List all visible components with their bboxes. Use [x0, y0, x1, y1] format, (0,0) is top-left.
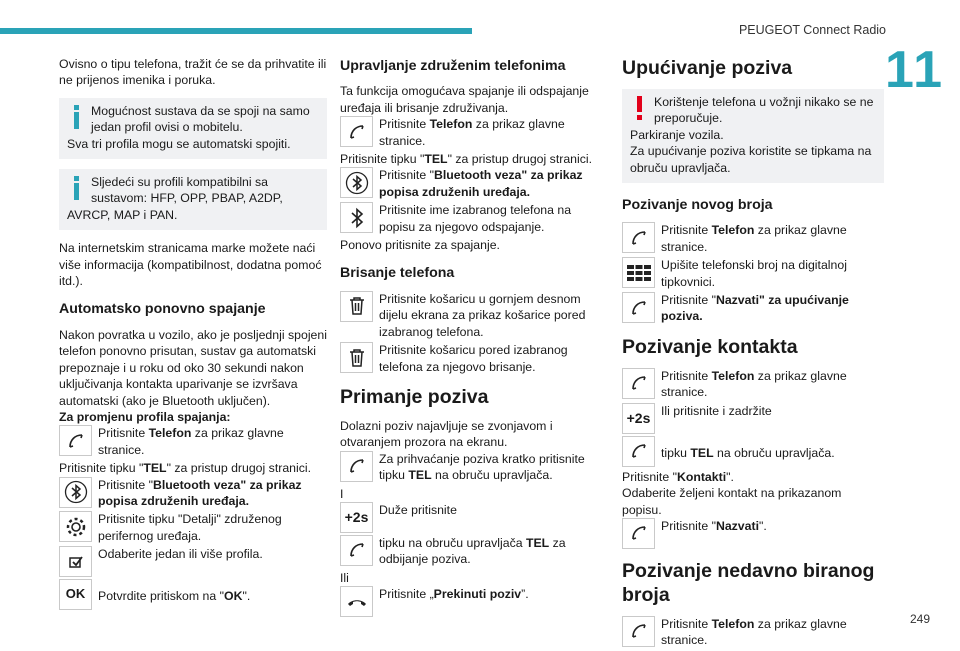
column-middle [340, 56, 602, 619]
gear-icon[interactable] [59, 511, 92, 542]
step: Upišite telefonski broj na digitalnoj tipkovnici. [622, 257, 884, 290]
phone-icon[interactable] [622, 616, 655, 647]
tel-instruction: Pritisnite tipku "TEL" za pristup drugoj stranici. [59, 461, 312, 476]
phone-icon[interactable] [340, 451, 373, 482]
note-text: Sva tri profila mogu se automatski spojiti. [67, 136, 291, 151]
section-heading: Upućivanje poziva [622, 57, 793, 79]
contacts-instruction: Pritisnite "Kontakti". [622, 469, 734, 484]
trash-icon[interactable] [340, 342, 373, 373]
step: Za prihvaćanje poziva kratko pritisnite tipku TEL na obruču upravljača. [340, 451, 602, 484]
step: Odaberite jedan ili više profila. [59, 546, 327, 577]
step: +2s Duže pritisnite [340, 502, 602, 533]
step: Pritisnite "Bluetooth veza" za prikaz popisa združenih uređaja. [59, 477, 327, 510]
phone-icon[interactable] [622, 368, 655, 399]
select-contact-text: Odaberite željeni kontakt na prikazanom popisu. [622, 486, 842, 517]
warning-text: Korištenje telefona u vožnji nikako se ne preporučuje. [654, 95, 874, 126]
manage-text: Ta funkcija omogućava spajanje ili odspajanje uređaja ili brisanje združivanja. [340, 84, 589, 115]
note-text: Sljedeći su profili kompatibilni sa sustavom: HFP, OPP, PBAP, A2DP, [91, 175, 283, 206]
column-right [622, 56, 884, 651]
long-press-icon[interactable]: +2s [622, 403, 655, 434]
step: Pritisnite „Prekinuti poziv”. [340, 586, 602, 617]
page-number: 249 [909, 612, 930, 626]
bluetooth-icon[interactable] [340, 167, 373, 198]
or-text: Ili [340, 570, 349, 585]
column-left [59, 56, 327, 612]
step: Pritisnite "Bluetooth veza" za prikaz popisa združenih uređaja. [340, 167, 602, 200]
warning-note [622, 89, 884, 183]
section-heading: Primanje poziva [340, 385, 489, 408]
web-info-text: Na internetskim stranicama marke možete naći više informacija (kompatibilnost, dodatna pomoć itd.). [59, 241, 322, 289]
section-heading: Pozivanje nedavno biranog broja [622, 559, 875, 606]
info-note [59, 169, 327, 230]
section-heading: Automatsko ponovno spajanje [59, 301, 266, 318]
step: Pritisnite Telefon za prikaz glavne stranice. [340, 116, 602, 149]
step: Pritisnite ime izabranog telefona na popisu za njegovo odspajanje. [340, 202, 602, 235]
auto-text: Nakon povratka u vozilo, ako je posljednji spojeni telefon ponovno prisutan, sustav ga automatski prepoznaje i u roku od oko 30 sekundi nakon uključivanja kontakta uparivanje se izvršava automatski (ako je Bluetooth uključen). [59, 327, 327, 408]
phone-icon[interactable] [622, 436, 655, 467]
warning-text: Za upućivanje poziva koristite se tipkama na obruču upravljača. [630, 144, 872, 175]
step: Pritisnite tipku "Detalji" združenog perifernog uređaja. [59, 511, 327, 544]
step: Pritisnite Telefon za prikaz glavne stranice. [622, 368, 884, 401]
checkbox-icon[interactable] [59, 546, 92, 577]
step: Pritisnite Telefon za prikaz glavne stranice. [59, 425, 327, 458]
phone-icon[interactable] [59, 425, 92, 456]
step: Pritisnite košaricu pored izabranog telefona za njegovo brisanje. [340, 342, 602, 375]
section-heading: Upravljanje združenim telefonima [340, 58, 566, 74]
section-heading: Pozivanje kontakta [622, 335, 798, 358]
section-heading: Brisanje telefona [340, 265, 455, 282]
warning-text: Parkiranje vozila. [630, 127, 724, 142]
step: +2s Ili pritisnite i zadržite [622, 403, 884, 434]
note-text: Mogućnost sustava da se spoji na samo jedan profil ovisi o mobitelu. [91, 103, 310, 135]
ok-icon[interactable]: OK [59, 579, 92, 610]
step: Pritisnite "Nazvati". [622, 518, 884, 549]
receive-text: Dolazni poziv najavljuje se zvonjavom i otvaranjem prozora na ekranu. [340, 418, 553, 450]
tel-instruction: Pritisnite tipku "TEL" za pristup drugoj stranici. [340, 152, 593, 167]
section-heading: Pozivanje novog broja [622, 197, 773, 214]
phone-icon[interactable] [340, 535, 373, 566]
step: tipku na obruču upravljača TEL za odbijanje poziva. [340, 535, 602, 568]
info-note [59, 98, 327, 159]
intro-text: Ovisno o tipu telefona, tražit će se da prihvatite ili ne prijenos imenika i poruka. [59, 57, 327, 88]
step: Pritisnite košaricu u gornjem desnom dijelu ekrana za prikaz košarice pored izabranog telefona. [340, 291, 602, 340]
warning-icon [632, 96, 648, 120]
info-icon [69, 176, 85, 200]
long-press-icon[interactable]: +2s [340, 502, 373, 533]
step: tipku TEL na obruču upravljača. [622, 436, 884, 467]
or-text: I [340, 486, 344, 501]
bluetooth-icon[interactable] [340, 202, 373, 233]
step: Pritisnite Telefon za prikaz glavne stranice. [622, 222, 884, 255]
phone-icon[interactable] [622, 222, 655, 253]
trash-icon[interactable] [340, 291, 373, 322]
bluetooth-icon[interactable] [59, 477, 92, 508]
phone-icon[interactable] [340, 116, 373, 147]
keypad-icon[interactable] [622, 257, 655, 288]
phone-icon[interactable] [622, 518, 655, 549]
step: Pritisnite "Nazvati" za upućivanje poziva. [622, 292, 884, 325]
header-title: PEUGEOT Connect Radio [738, 23, 886, 37]
header-accent-bar [0, 28, 472, 34]
reconnect-text: Ponovo pritisnite za spajanje. [340, 238, 500, 253]
chapter-number: 11 [885, 41, 944, 99]
hang-up-icon[interactable] [340, 586, 373, 617]
phone-icon[interactable] [622, 292, 655, 323]
note-text: AVRCP, MAP i PAN. [67, 207, 178, 222]
step: Pritisnite Telefon za prikaz glavne stranice. [622, 616, 884, 649]
info-icon [69, 105, 85, 129]
change-profile-title: Za promjenu profila spajanja: [59, 409, 231, 424]
step: OK Potvrdite pritiskom na "OK". [59, 579, 327, 610]
